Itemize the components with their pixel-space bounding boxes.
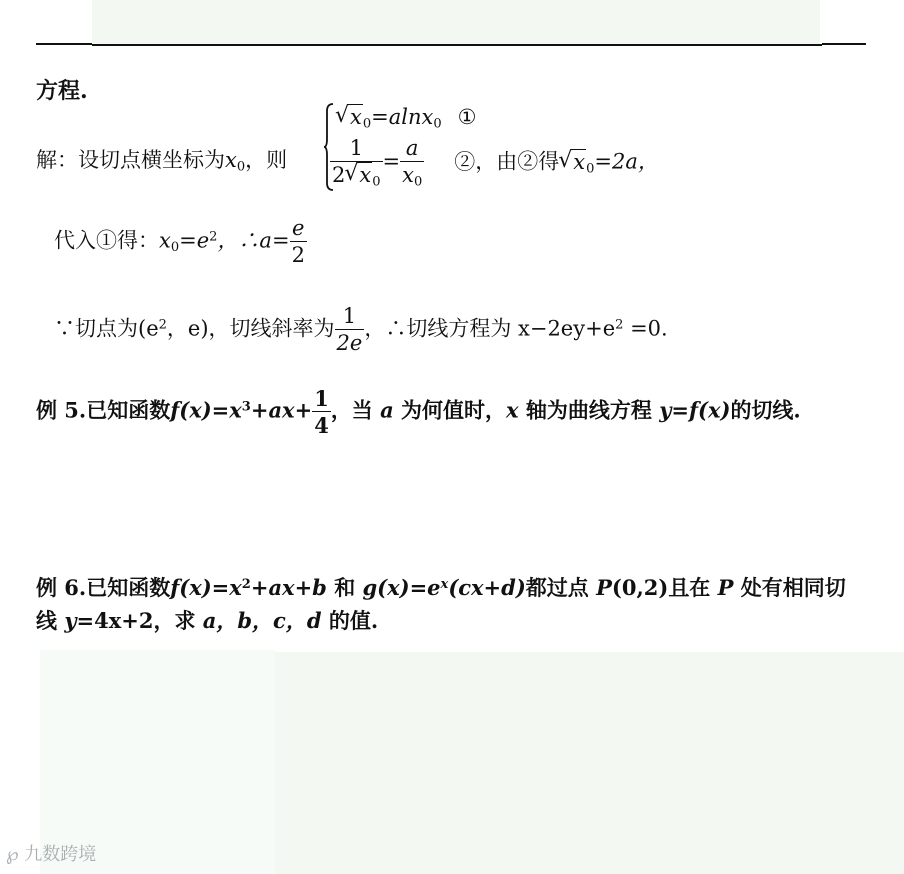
example-6-line2: 线 y=4x+2，求 a，b，c，d 的值.	[36, 608, 379, 633]
example-6-line1: 例 6.已知函数$f(x)=x^2+ax+b$ 和 $g(x)=e^x(cx+d)$都过点 P(0,2)且在 P 处有相同切	[36, 575, 846, 600]
heading-fangcheng: 方程.	[36, 78, 88, 104]
solution-label: 解：设切点横坐标为$x_0$，则	[36, 148, 288, 175]
header-rule-left	[36, 43, 92, 45]
header-rule-right	[822, 43, 866, 45]
watermark: ℘ 九数跨境	[6, 844, 97, 865]
substitution-line: 代入①得：$x_0=e^2$，∴a= $\frac{e}{2}$	[54, 216, 305, 267]
watermark-logo-icon: ℘	[6, 844, 25, 865]
system-eq2: $\frac{1}{2√ x_0}$ = $\frac{a}{x_0}$ ②，由②得√ $x_0=2a$，	[330, 138, 659, 188]
tangent-point-line: ∵切点为($e^2$，e)，切线斜率为 $\frac{1}{2e}$ ，∴切线方程为 $x-2ey+e^2 =0$.	[54, 304, 668, 355]
system-eq1: √ $x_0=alnx_0$ ①	[336, 105, 476, 131]
page-tint-bottom	[275, 652, 904, 874]
example-5: 例 5.已知函数$f(x)=x^3+ax+$ $\frac{1}{4}$ ，当 a 为何值时，x 轴为曲线方程 y=f(x)的切线.	[36, 386, 801, 438]
header-rule-center	[92, 44, 822, 46]
page-tint-top	[92, 0, 820, 44]
